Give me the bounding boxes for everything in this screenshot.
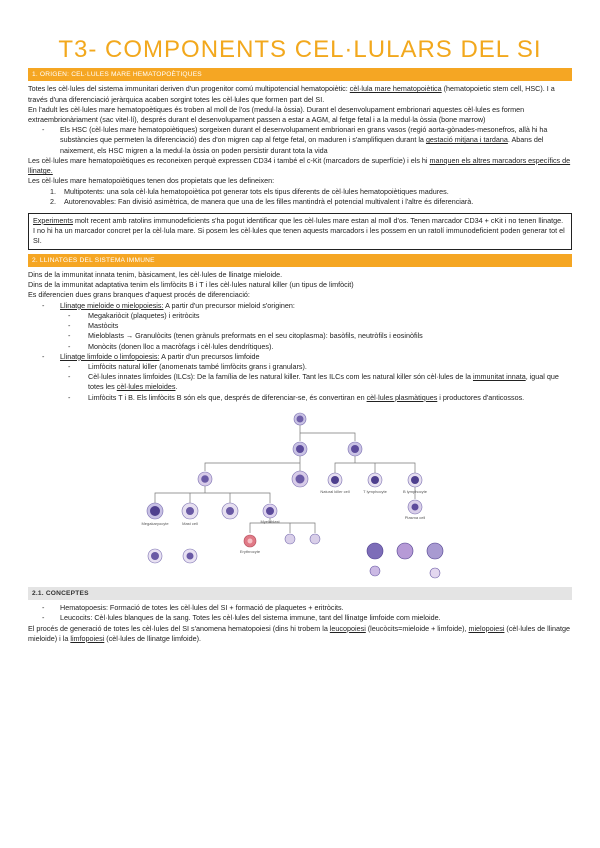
list-item: - Llinatge mieloide o mielopoiesis: A partir d'un precursor mieloid s'originen: (42, 300, 295, 310)
paragraph: En l'adult les cèl·lules mare hematopoètiques és troben al moll de l'os (medul·la òssia). Durant el desenvolupament embrionari aquestes cèl·lules es formen extraembrionàriament (sac vitel·lí), després durant el desenvolupament passen a estar a AGM, al fetge fetal i a la medul·la òssia (bone marrow) (28, 104, 525, 125)
underlined-term: Llinatge limfoide o limfopoiesis: (60, 351, 160, 361)
text: Hematopoesis: Formació de totes les cèl·lules del SI + formació de plaquetes + eritròcits. (60, 603, 344, 613)
underlined-term: leucopoiesi (329, 623, 366, 633)
hematopoiesis-diagram-svg (135, 411, 465, 581)
paragraph: Dins de la immunitat innata tenim, bàsicament, les cèl·lules de llinatge mieloide. (28, 270, 283, 279)
list-item: - Hematopoesis: Formació de totes les cèl·lules del SI + formació de plaquetes + eritròcits. (42, 603, 344, 613)
text: Megakariòcit (plaquetes) i eritròcits (88, 310, 200, 320)
list-item: - Els HSC (cèl·lules mare hematopoiètiques) sorgeixen durant el desenvolupament embrionari en grans vasos (regió aorta-gònades-mesonefros, allà hi ha substàncies que permeten la diferenciació) des d'on migren cap al fetge fetal, on maduren i s'amplifiquen durant la gestació mitjana i tardana. Abans del naixement, els HSC migren a la medul·la òssia on poden persistir durant tota la vida (42, 125, 548, 155)
text: Les cèl·lules mare hematopoiètiques es reconeixen perquè expressen CD34 i també el c-Kit (marcadors de superfície) i els hi (28, 155, 430, 165)
list-item: - Megakariòcit (plaquetes) i eritròcits (68, 310, 200, 320)
diagram-label: B lymphocyte (402, 488, 428, 494)
paragraph: Es diferencien dues grans branques d'aquest procés de diferenciació: (28, 290, 250, 300)
text: Leucocits: Cèl·lules blanques de la sang. Totes les cèl·lules del sistema immune, tant del llinatge limfoide com mieloide. (60, 613, 441, 623)
hematopoiesis-diagram (135, 411, 465, 581)
text: Autorenovables: Fan divisió asimètrica, de manera que una de les filles mantindrà el potencial multivalent i l'altre és diferenciarà. (64, 196, 474, 206)
underlined-term: cèl·lules mieloides (116, 382, 176, 392)
text: . (175, 382, 178, 392)
underlined-term: mielopoiesi (468, 623, 505, 633)
diagram-label: Myeloblast (260, 518, 280, 524)
text: El procés de generació de totes les cèl·lules del SI s'anomena hematopoiesi (dins hi trobem la (28, 623, 330, 633)
page-title: T3- COMPONENTS CEL·LULARS DEL SI (58, 36, 542, 63)
paragraph (28, 156, 572, 176)
diagram-label: T lymphocyte (363, 488, 387, 494)
list-item: - Limfòcits natural killer (anomenats també limfòcits grans i granulars). (68, 361, 307, 371)
section-2-heading: 2. LLINATGES DEL SISTEMA IMMUNE (28, 254, 572, 267)
list-item: - Mieloblasts → Granulòcits (tenen grànuls preformats en el seu citoplasma): basòfils, neutròfils i eosinòfils (68, 331, 423, 341)
underlined-term: manquen els altres marcadors específics de llinatge. (28, 155, 571, 176)
text: Monòcits (donen lloc a macròfags i cèl·lules dendrítiques). (88, 341, 274, 351)
diagram-label: Erythrocyte (239, 548, 261, 554)
list-item: - Cèl·lules innates limfoides (ILCs): De la família de les natural killer. Tant les ILCs com les natural killer són cèl·lules de la immunitat innata, igual que totes les cèl·lules mieloides. (68, 372, 559, 392)
numbered-item: 1. Multipotents: una sola cèl·lula hematopoiètica pot generar tots els tipus diferents de cèl·lules hematopoiètiques madures. (50, 186, 449, 196)
text: Mastòcits (88, 321, 119, 331)
diagram-label: Mast cell (182, 520, 198, 526)
text: Multipotents: una sola cèl·lula hematopoiètica pot generar tots els tipus diferents de cèl·lules hematopoiètiques madures. (64, 186, 449, 196)
diagram-label: Plasma cell (404, 514, 426, 520)
text: A partir d'un precursor mieloid s'originen: (163, 300, 295, 310)
text: i productores d'anticossos. (437, 392, 525, 402)
text: Cèl·lules innates limfoides (ILCs): De la família de les natural killer. Tant les ILCs com les natural killer són cèl·lules de la (88, 372, 473, 382)
text: molt recent amb ratolins immunodeficients s'ha pogut identificar que les cèl·lules mare estan al moll d'os. Tenen marcador CD34 + cKit i no tenen llinatge. I no hi ha un marcador concret per la cèl·lula mare. Si posem les cèl·lules que tenen aquests marcadors i les possem en un ratolí immunodeficient poden generar tot el SI. (33, 215, 565, 246)
diagram-label: Megakaryocyte (141, 520, 169, 526)
underlined-term: Experiments (33, 215, 73, 225)
text: , igual que totes les (88, 372, 559, 392)
paragraph (28, 84, 572, 104)
underlined-term: immunitat innata (472, 372, 526, 382)
list-item: - Mastòcits (68, 321, 119, 331)
text: Mieloblasts → Granulòcits (tenen grànuls preformats en el seu citoplasma): basòfils, neutròfils i eosinòfils (88, 331, 423, 341)
numbered-item: 2. Autorenovables: Fan divisió asimètrica, de manera que una de les filles mantindrà el potencial multivalent i l'altre és diferenciarà. (50, 196, 474, 206)
text: (cèl·lules de llinatge mieloide) i la (28, 623, 570, 643)
text: Totes les cèl·lules del sistema immunitari deriven d'un progenitor comú multipotencial hematopoiètic: (28, 84, 350, 94)
cells (147, 413, 443, 578)
text: A partir d'un precursos limfoide (159, 351, 260, 361)
text: (hematopoietic stem cell, HSC). I a través d'una diferenciació jeràrquica acaben sorgint totes les cèl·lules que formen part del SI. (28, 84, 555, 104)
underlined-term: cèl·lula mare hematopoiètica (349, 84, 442, 94)
diagram-label: Natural killer cell (320, 488, 350, 494)
section-1-heading: 1. ORIGEN: CEL·LULES MARE HEMATOPOÈTIQUES (28, 68, 572, 81)
list-item: - Limfòcits T i B. Els limfòcits B són els que, després de diferenciar-se, és convertiran en cèl·lules plasmàtiques i productores d'anticossos. (68, 392, 525, 402)
underlined-term: gestació mitjana i tardana (425, 135, 508, 145)
section-2-1-heading: 2.1. CONCEPTES (28, 587, 572, 600)
text: (cèl·lules de llinatge limfoide). (104, 633, 201, 643)
list-item: - Monòcits (donen lloc a macròfags i cèl·lules dendrítiques). (68, 341, 274, 351)
list-item: - Leucocits: Cèl·lules blanques de la sang. Totes les cèl·lules del sistema immune, tant del llinatge limfoide com mieloide. (42, 613, 441, 623)
underlined-term: Llinatge mieloide o mielopoiesis: (60, 300, 164, 310)
underlined-term: cèl·lules plasmàtiques (366, 392, 438, 402)
paragraph: Dins de la immunitat adaptativa tenim els limfòcits B i T i les cèl·lules natural killer (un tipus de limfòcit) (28, 280, 354, 290)
text: Limfòcits natural killer (anomenats també limfòcits grans i granulars). (88, 361, 307, 371)
underlined-term: limfopoiesi (70, 633, 105, 643)
text: . Abans del naixement, els HSC migren a la medul·la òssia on poden persistir durant tota la vida (60, 135, 544, 155)
list-item: - Llinatge limfoide o limfopoiesis: A partir d'un precursos limfoide (42, 351, 260, 361)
text: (leucòcits=mieloide + limfoide), (365, 623, 469, 633)
paragraph: Les cèl·lules mare hematopoiètiques tenen dos propietats que les defineixen: (28, 176, 275, 186)
paragraph (28, 624, 572, 644)
text: Limfòcits T i B. Els limfòcits B són els que, després de diferenciar-se, és convertiran en (88, 392, 367, 402)
text: Els HSC (cèl·lules mare hematopoiètiques) sorgeixen durant el desenvolupament embrionari en grans vasos (regió aorta-gònades-mesonefros, allà hi ha substàncies que permeten la diferenciació) des d'on migren cap al fetge fetal, on maduren i s'amplifiquen durant la (60, 125, 548, 145)
experiment-box (28, 213, 572, 250)
